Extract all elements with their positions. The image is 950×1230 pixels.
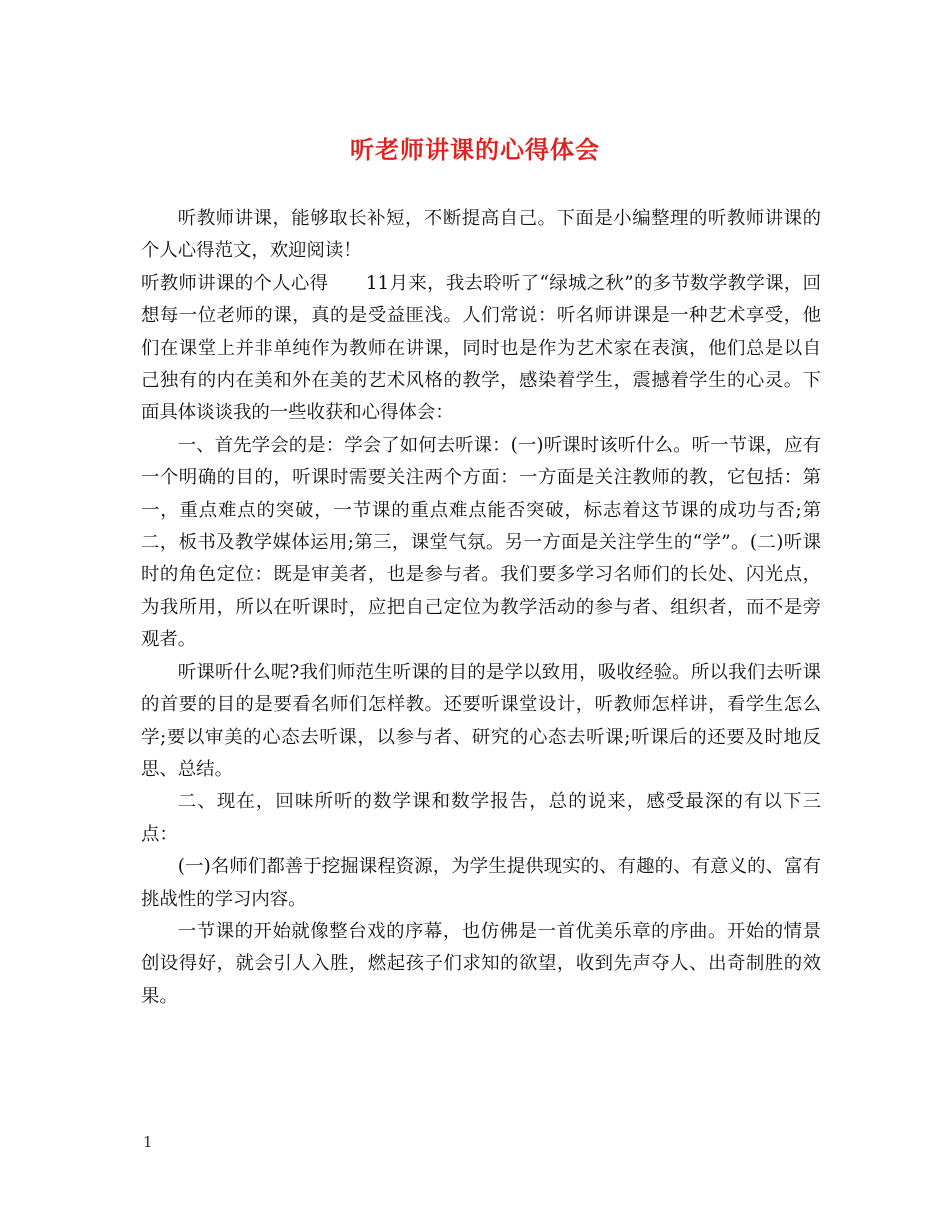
document-body [141,203,821,1013]
paragraph-three-points: 二、现在，回味所听的数学课和数学报告，总的说来，感受最深的有以下三点： [141,791,821,845]
paragraph-point-one: (一)名师们都善于挖掘课程资源，为学生提供现实的、有趣的、有意义的、富有挑战性的学习内容。 [141,856,821,910]
paragraph-intro: 听教师讲课，能够取长补短，不断提高自己。下面是小编整理的听教师讲课的个人心得范文，欢迎阅读！ [141,208,821,262]
paragraph-how-to-listen: 一、首先学会的是：学会了如何去听课：(一)听课时该听什么。听一节课，应有一个明确的目的，听课时需要关注两个方面：一方面是关注教师的教，它包括：第一，重点难点的突破，一节课的重点难点能否突破，标志着这节课的成功与否;第二，板书及教学媒体运用;第三，课堂气氛。另一方面是关注学生的“学”。(二)听课时的角色定位：既是审美者，也是参与者。我们要多学习名师们的长处、闪光点，为我所用，所以在听课时，应把自己定位为教学活动的参与者、组织者，而不是旁观者。 [141,434,821,651]
document-title: 听老师讲课的心得体会 [350,135,600,164]
paragraph-lesson-opening: 一节课的开始就像整台戏的序幕，也仿佛是一首优美乐章的序曲。开始的情景创设得好，就会引人入胜，燃起孩子们求知的欲望，收到先声夺人、出奇制胜的效果。 [141,920,821,1007]
paragraph-what-to-listen: 听课听什么呢?我们师范生听课的目的是学以致用，吸收经验。所以我们去听课的首要的目的是要看名师们怎样教。还要听课堂设计，听教师怎样讲，看学生怎么学;要以审美的心态去听课，以参与者、研究的心态去听课;听课后的还要及时地反思、总结。 [141,661,821,780]
paragraph-personal-notes: 听教师讲课的个人心得 11月来，我去聆听了“绿城之秋”的多节数学教学课，回想每一位老师的课，真的是受益匪浅。人们常说：听名师讲课是一种艺术享受，他们在课堂上并非单纯作为教师在讲课，同时也是作为艺术家在表演，他们总是以自己独有的内在美和外在美的艺术风格的教学，感染着学生，震撼着学生的心灵。下面具体谈谈我的一些收获和心得体会： [141,272,821,424]
page-number: 1 [143,1133,153,1151]
